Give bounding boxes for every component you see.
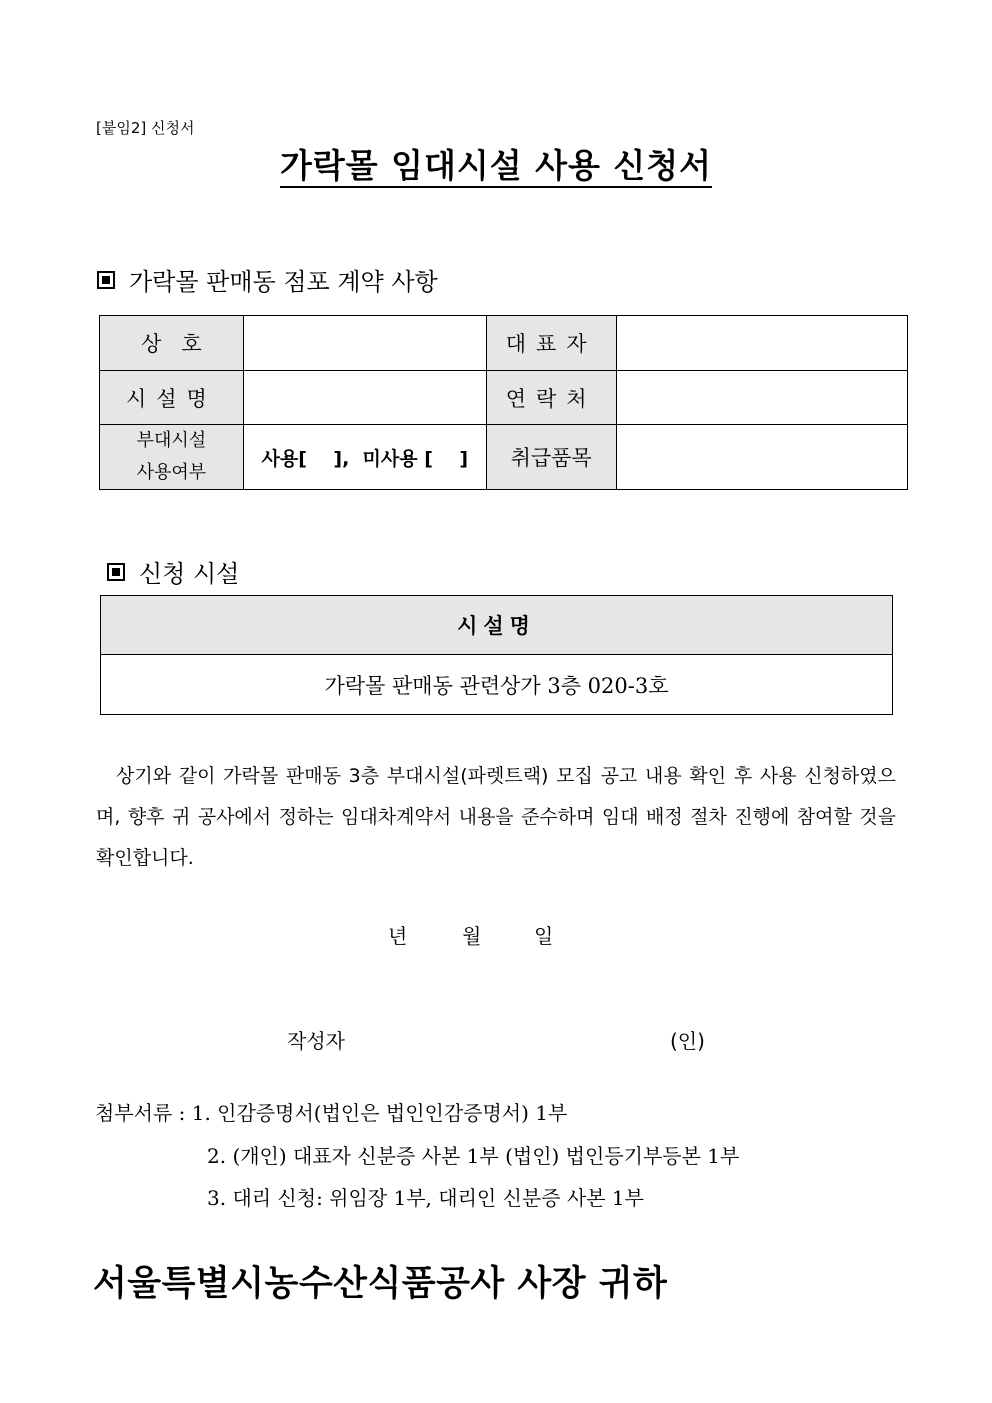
facility-name-field[interactable] bbox=[243, 371, 486, 425]
attachments-line2: 2. (개인) 대표자 신분증 사본 1부 (법인) 법인등기부등본 1부 bbox=[207, 1144, 740, 1168]
section1-heading bbox=[97, 262, 438, 297]
label-facility-name: 시설명 bbox=[100, 371, 244, 425]
document-title bbox=[0, 140, 992, 187]
company-name-field[interactable] bbox=[243, 316, 486, 371]
label-facility-usage-line2: 사용여부 bbox=[136, 462, 207, 483]
contract-info-table bbox=[99, 315, 908, 490]
confirmation-paragraph-text: 상기와 같이 가락몰 판매동 3층 부대시설(파렛트랙) 모집 공고 내용 확인 후 사용 신청하였으며, 향후 귀 공사에서 정하는 임대차계약서 내용을 준수하며 임대 배정 절차 진행에 참여할 것을 확인합니다. bbox=[96, 765, 896, 869]
attachments-line3: 3. 대리 신청: 위임장 1부, 대리인 신분증 사본 1부 bbox=[207, 1186, 644, 1210]
attachment-label: [붙임2] 신청서 bbox=[96, 119, 195, 137]
table-row bbox=[100, 371, 908, 425]
square-bullet-icon bbox=[97, 271, 115, 289]
square-bullet-icon bbox=[107, 563, 125, 581]
facility-table bbox=[100, 595, 893, 715]
table-row bbox=[100, 316, 908, 371]
contact-field[interactable] bbox=[616, 371, 907, 425]
section1-heading-text: 가락몰 판매동 점포 계약 사항 bbox=[129, 268, 438, 296]
date-year-label: 년 bbox=[388, 924, 408, 948]
addressee: 서울특별시농수산식품공사 사장 귀하 bbox=[93, 1264, 668, 1304]
label-facility-usage bbox=[100, 425, 244, 490]
table-row bbox=[101, 596, 893, 655]
table-row bbox=[100, 425, 908, 490]
facility-table-value: 가락몰 판매동 관련상가 3층 020-3호 bbox=[101, 655, 893, 715]
label-representative: 대표자 bbox=[486, 316, 616, 371]
label-facility-usage-line1: 부대시설 bbox=[136, 430, 207, 451]
representative-field[interactable] bbox=[616, 316, 907, 371]
writer-label: 작성자 bbox=[287, 1029, 345, 1053]
usage-checkbox-field[interactable]: 사용[ ], 미사용 [ ] bbox=[243, 425, 486, 490]
seal-label: (인) bbox=[670, 1029, 705, 1053]
label-contact: 연락처 bbox=[486, 371, 616, 425]
date-day-label: 일 bbox=[534, 924, 554, 948]
confirmation-paragraph bbox=[96, 756, 896, 879]
date-month-label: 월 bbox=[462, 924, 482, 948]
section2-heading bbox=[107, 554, 239, 589]
facility-table-header: 시설명 bbox=[101, 596, 893, 655]
table-row bbox=[101, 655, 893, 715]
document-title-text: 가락몰 임대시설 사용 신청서 bbox=[280, 146, 712, 188]
label-company-name: 상 호 bbox=[100, 316, 244, 371]
section2-heading-text: 신청 시설 bbox=[139, 560, 240, 588]
product-items-field[interactable] bbox=[616, 425, 907, 490]
attachments-line1: 첨부서류 : 1. 인감증명서(법인은 법인인감증명서) 1부 bbox=[95, 1101, 568, 1125]
label-product-items: 취급품목 bbox=[486, 425, 616, 490]
